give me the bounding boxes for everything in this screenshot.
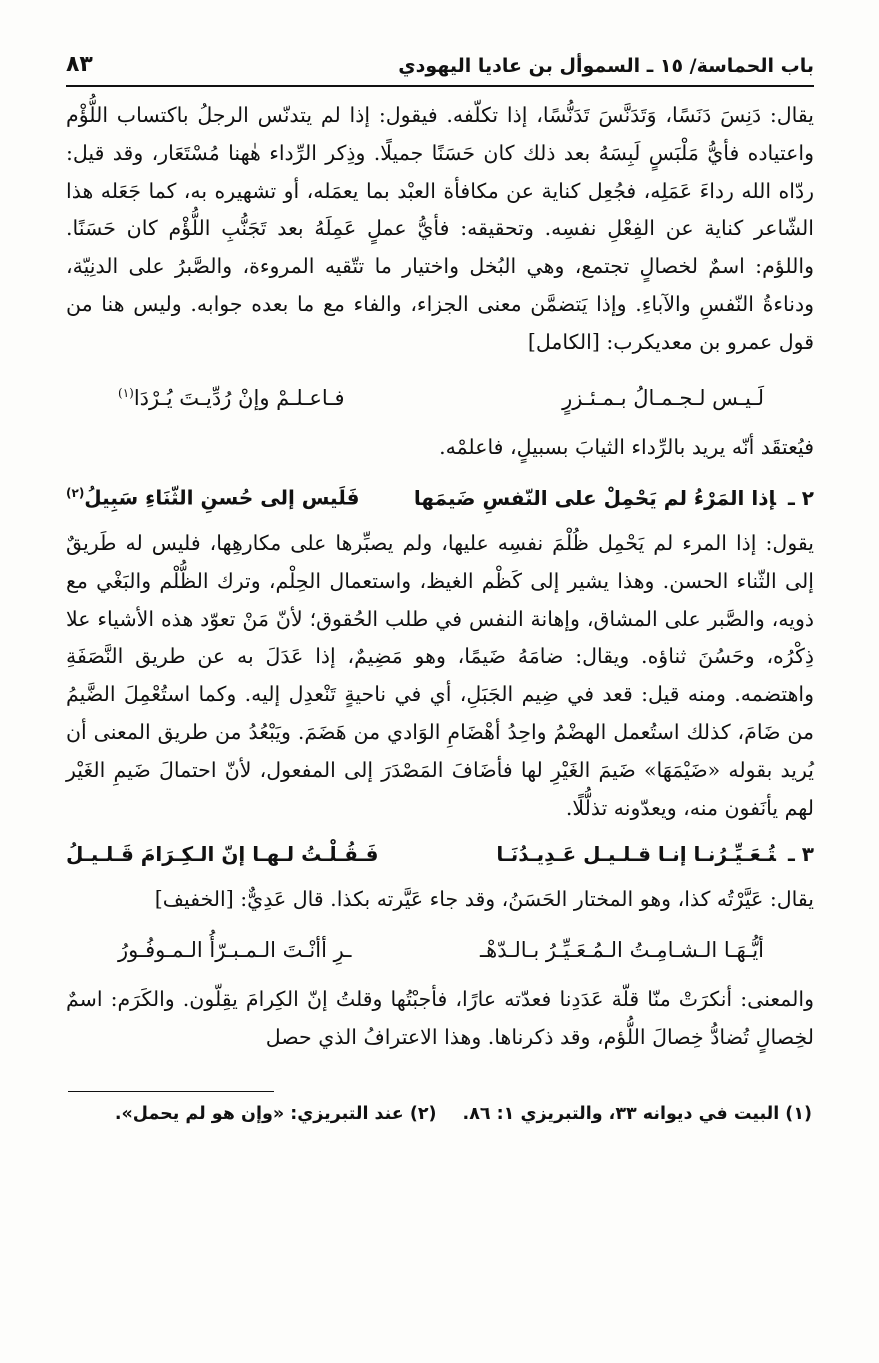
quoted-verse-1 <box>66 362 814 429</box>
commentary-paragraph-1: يقال: دَنِسَ دَنَسًا، وَتَدَنَّسَ تَدَنُّسًا، إذا تكلّفه. فيقول: إذا لم يتدنّس الرجلُ باكتساب اللُّؤْم واعتياده فأيُّ مَلْبَسٍ لَبِسَهُ بعد ذلك كان حَسَنًا جميلًا. وذِكر الرِّداء هٰهنا مُسْتَعَار، وقد قيل: ردّاه الله رداءَ عَمَلِه، فجُعِل كناية عن مكافأة العبْد بما يعمَله، أو تشهيره به، كما جَعَله هذا الشّاعر كناية عن الفِعْلِ نفسِه. وتحقيقه: فأيُّ عملٍ عَمِلَهُ بعد تَجَنُّبِ اللُّؤْم كان حَسَنًا. واللؤم: اسمٌ لخصالٍ تجتمع، وهي البُخل واختيار ما تتّقيه المروءة، والصَّبرُ على الدنِيّة، ودناءةُ النّفسِ والآباءِ. وإذا يَتضمَّن معنى الجزاء، والفاء مع ما بعده جوابه. وليس هنا من قول عمرو بن معديكرب: [الكامل] <box>66 103 814 354</box>
poem-verse-3 <box>66 827 814 881</box>
commentary-paragraph-4: يقال: عَيَّرْتُه كذا، وهو المختار الحَسَنُ، وقد جاء عَيَّرته بكذا. قال عَدِيٌّ: [الخفيف] <box>154 887 814 912</box>
poem-verse-2-first-hemistich: ٢ ـإذا المَرْءُ لم يَحْمِلْ على النّفسِ ضَيمَها <box>413 486 814 511</box>
footnotes <box>66 1104 814 1124</box>
book-page <box>66 52 814 1124</box>
page-number: ٨٣ <box>66 52 93 77</box>
footnote-2: (٢) عند التبريزي: «وإن هو لم يحمل». <box>114 1103 437 1124</box>
quoted-verse-1-first-hemistich: لَـيـس لـجـمـالُ بـمـئـزرٍ <box>562 385 764 410</box>
poem-verse-2-second-hemistich: فَلَيس إلى حُسنِ الثّنَاءِ سَبِيلُ$^{(٢)}$ <box>66 486 360 511</box>
commentary-paragraph-2: فيُعتقَد أنّه يريد بالرِّداء الثيابَ بسبيلٍ، فاعلمْه. <box>439 434 814 459</box>
poem-verse-3-second-hemistich: فَـقُـلْـتُ لـهـا إنّ الـكِـرَامَ قَـلـيـلُ <box>66 842 379 867</box>
footnote-marker-2: (٢) <box>66 486 85 501</box>
quoted-verse-2-first-hemistich: أيُّـهَـا الـشـامِـتُ الـمُـعَـيِّـرُ بـالـدّهْـ <box>479 938 764 963</box>
footnote-separator <box>68 1091 274 1092</box>
poem-verse-3-first-hemistich: ٣ ـتُـعَـيِّـرُنـا إنـا قـلـيـل عَـدِيـدُنَـا <box>496 842 814 867</box>
verse-number-3: ٣ ـ <box>787 842 814 867</box>
quoted-verse-1-second-hemistich: فـاعـلـمْ وإنْ رُدِّيـتَ يُـرْدَا$^{(١)}$ <box>118 385 345 410</box>
verse-number-2: ٢ ـ <box>787 486 814 511</box>
commentary-paragraph-3: يقول: إذا المرء لم يَحْمِل ظُلْمَ نفسِه عليها، ولم يصبِّرها على مكارهِها، فليس له طَريقٌ إلى الثّناء الحسن. وهذا يشير إلى كَظْم الغيظ، واستعمال الحِلْم، وترك الظُّلْم والبَغْي مع ذويه، والصَّبر على المشاق، وإهانة النفس في طلب الحُقوق؛ لأنّ مَنْ تعوّد هذه الأشياء علا ذِكْرُه، وحَسُنَ ثناؤه. ويقال: ضامَهُ ضَيمًا، وهو مَضِيمٌ، إذا عَدَلَ به عن طريق النَّصَفَةِ واهتضمه. ومنه قيل: قعد في ضِيم الجَبَلِ، أي في ناحيةٍ تَنْعدِل إليه. وكما استُعْمِلَ الضَّيمُ من ضَامَ، كذلك استُعمل الهضْمُ واحِدُ أهْضَامِ الوَادي من هَضَمَ. ويَبْعُدُ من طريق المعنى أن يُريد بقوله «ضَيْمَهَا» ضَيمَ الغَيْرِ لها فأضَافَ المَصْدَرَ إلى المفعول، لأنّ احتمالَ ضَيمِ الغَيْر لهم يأنَفون منه، ويعدّونه تذلُّلًا. <box>66 531 814 820</box>
quoted-verse-2 <box>66 919 814 981</box>
footnote-1: (١) البيت في ديوانه ٣٣، والتبريزي ١: ٨٦. <box>462 1103 812 1124</box>
quoted-verse-2-second-hemistich: ـرِ أأنْـتَ الـمـبـرّأُ الـمـوفُـورُ <box>118 938 352 963</box>
commentary-paragraph-5: والمعنى: أنكرَتْ منّا قلّة عَدَدِنا فعدّته عارًا، فأجبْتُها وقلتُ إنّ الكِرامَ يقِلّون. والكَرَم: اسمٌ لخِصالٍ تُضادُّ خِصالَ اللُّؤم، وقد ذكرناها. وهذا الاعترافُ الذي حصل <box>66 987 814 1049</box>
page-body <box>66 97 814 1057</box>
poem-verse-2 <box>66 466 814 525</box>
running-header <box>66 52 814 87</box>
header-title: باب الحماسة/ ١٥ ـ السموأل بن عاديا اليهودي <box>398 55 814 77</box>
footnote-marker-1: (١) <box>118 385 134 400</box>
